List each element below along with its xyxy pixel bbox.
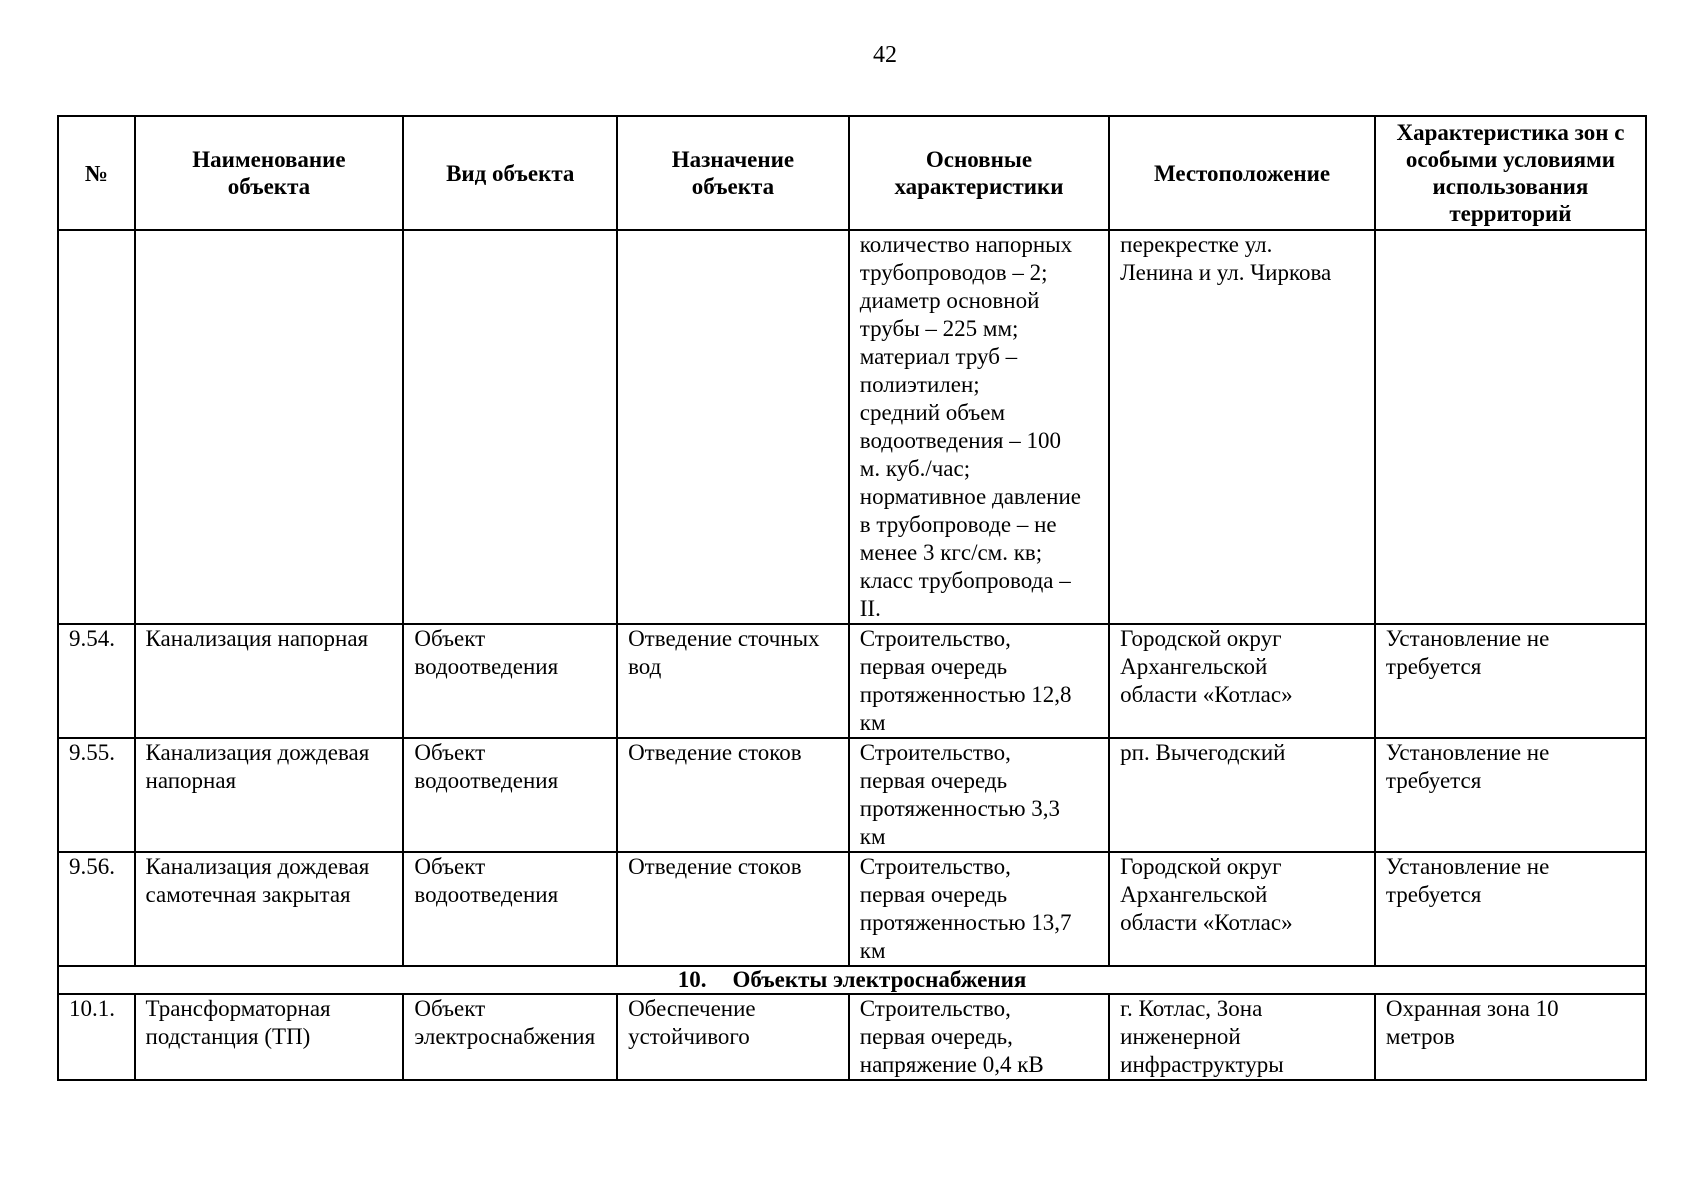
header-object-name: Наименование объекта — [135, 116, 404, 230]
cell-type: Объект водоотведения — [403, 624, 617, 738]
cell-characteristics: Строительство, первая очередь протяженностью 3,3 км — [849, 738, 1109, 852]
cell-number: 10.1. — [58, 994, 135, 1080]
cell-purpose — [617, 230, 849, 624]
cell-zones — [1375, 230, 1646, 624]
table-row — [58, 624, 1646, 738]
section-heading — [58, 966, 1646, 994]
cell-characteristics: Строительство, первая очередь протяженностью 12,8 км — [849, 624, 1109, 738]
cell-type: Объект электроснабжения — [403, 994, 617, 1080]
table-row — [58, 994, 1646, 1080]
header-row — [58, 116, 1646, 230]
header-characteristics: Основные характеристики — [849, 116, 1109, 230]
cell-location: рп. Вычегодский — [1109, 738, 1375, 852]
cell-location: перекрестке ул. Ленина и ул. Чиркова — [1109, 230, 1375, 624]
cell-characteristics: Строительство, первая очередь протяженностью 13,7 км — [849, 852, 1109, 966]
cell-type — [403, 230, 617, 624]
cell-name: Канализация дождевая напорная — [135, 738, 404, 852]
table-row — [58, 738, 1646, 852]
cell-zones: Установление не требуется — [1375, 624, 1646, 738]
cell-location: Городской округ Архангельской области «Котлас» — [1109, 852, 1375, 966]
cell-number — [58, 230, 135, 624]
objects-table — [57, 115, 1647, 1081]
section-row — [58, 966, 1646, 994]
header-object-purpose: Назначение объекта — [617, 116, 849, 230]
table-row-continuation — [58, 230, 1646, 624]
cell-name: Канализация дождевая самотечная закрытая — [135, 852, 404, 966]
page-number: 42 — [873, 42, 897, 68]
cell-purpose: Отведение сточных вод — [617, 624, 849, 738]
cell-number: 9.54. — [58, 624, 135, 738]
cell-type: Объект водоотведения — [403, 738, 617, 852]
cell-location: Городской округ Архангельской области «Котлас» — [1109, 624, 1375, 738]
cell-characteristics: количество напорных трубопроводов – 2; диаметр основной трубы – 225 мм; материал труб – полиэтилен; средний объем водоотведения – 100 м. куб./час; нормативное давление в трубопроводе – не менее 3 кгс/см. кв; класс трубопровода – II. — [849, 230, 1109, 624]
cell-name: Канализация напорная — [135, 624, 404, 738]
cell-number: 9.56. — [58, 852, 135, 966]
cell-zones: Охранная зона 10 метров — [1375, 994, 1646, 1080]
cell-type: Объект водоотведения — [403, 852, 617, 966]
table-row — [58, 852, 1646, 966]
header-object-type: Вид объекта — [403, 116, 617, 230]
cell-characteristics: Строительство, первая очередь, напряжение 0,4 кВ — [849, 994, 1109, 1080]
cell-purpose: Отведение стоков — [617, 738, 849, 852]
header-special-zones: Характеристика зон с особыми условиями использования территорий — [1375, 116, 1646, 230]
cell-name — [135, 230, 404, 624]
header-number: № — [58, 116, 135, 230]
cell-purpose: Отведение стоков — [617, 852, 849, 966]
section-number: 10. — [677, 967, 707, 992]
cell-purpose: Обеспечение устойчивого — [617, 994, 849, 1080]
cell-number: 9.55. — [58, 738, 135, 852]
cell-zones: Установление не требуется — [1375, 738, 1646, 852]
cell-zones: Установление не требуется — [1375, 852, 1646, 966]
header-location: Местоположение — [1109, 116, 1375, 230]
cell-location: г. Котлас, Зона инженерной инфраструктуры — [1109, 994, 1375, 1080]
section-title: Объекты электроснабжения — [732, 967, 1027, 992]
cell-name: Трансформаторная подстанция (ТП) — [135, 994, 404, 1080]
